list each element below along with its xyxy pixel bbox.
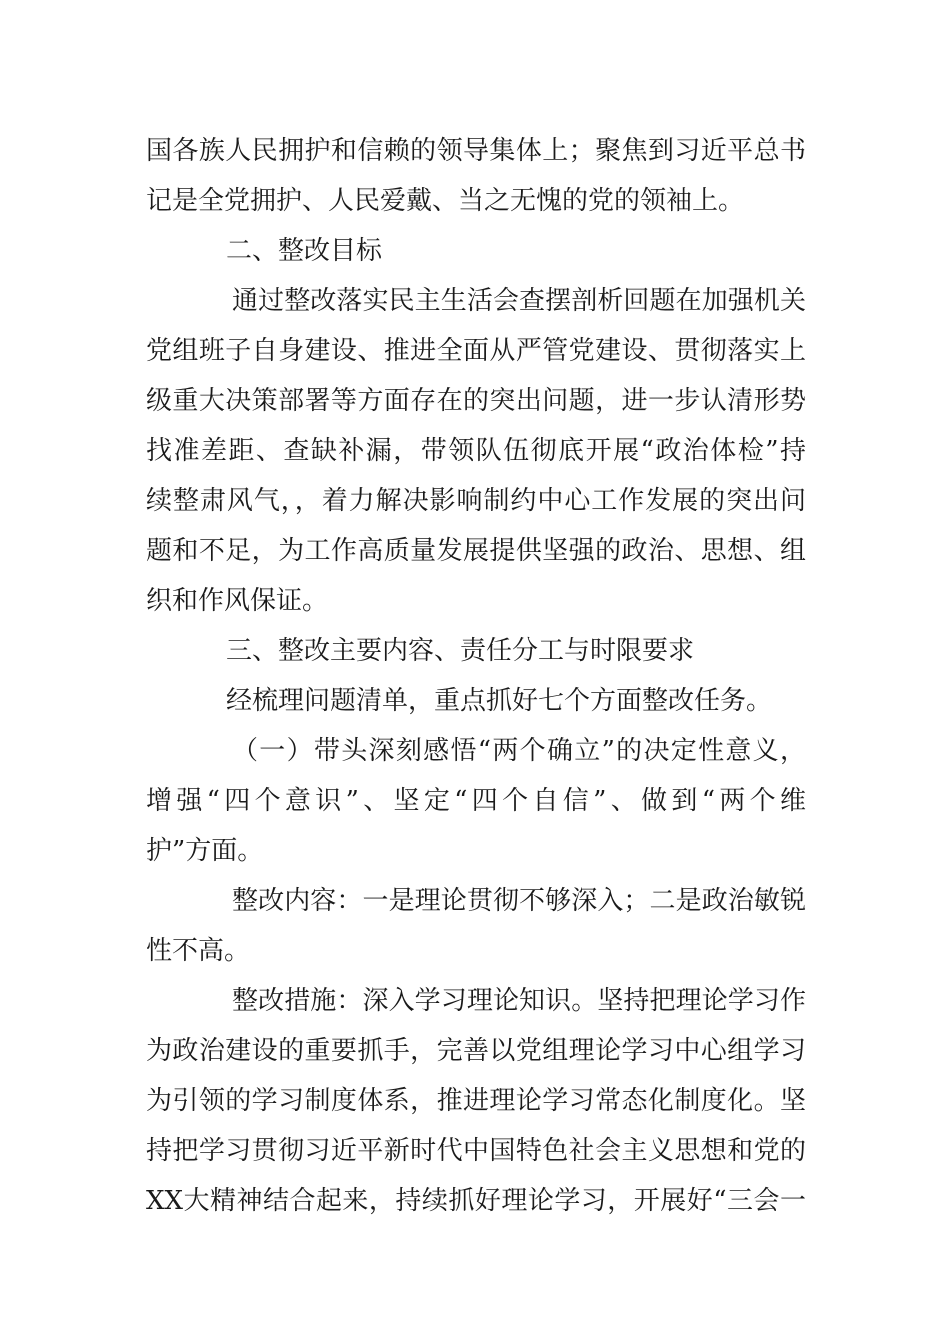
text-line: 整改内容：一是理论贯彻不够深入；二是政治敏锐 xyxy=(232,886,806,916)
text-line: 题和不足，为工作高质量发展提供坚强的政治、思想、组 xyxy=(146,536,806,566)
text-line: 通过整改落实民主生活会查摆剖析回题在加强机关 xyxy=(232,286,806,316)
text-line: 为引领的学习制度体系，推进理论学习常态化制度化。坚 xyxy=(146,1086,806,1116)
text-line: 国各族人民拥护和信赖的领导集体上；聚焦到习近平总书 xyxy=(146,136,806,166)
text-line: 级重大决策部署等方面存在的突出问题，进一步认清形势 xyxy=(146,386,806,416)
text-line: 增强“四个意识”、坚定“四个自信”、做到“两个维 xyxy=(146,786,806,816)
text-line: 整改措施：深入学习理论知识。坚持把理论学习作 xyxy=(232,986,806,1016)
text-line: 织和作风保证。 xyxy=(146,586,329,616)
text-line: 性不高。 xyxy=(146,936,251,966)
text-line: 护”方面。 xyxy=(146,836,264,866)
section-heading: 三、整改主要内容、责任分工与时限要求 xyxy=(226,636,695,666)
text-line: 续整肃风气，，着力解决影响制约中心工作发展的突出问 xyxy=(146,486,806,516)
text-line: 找准差距、查缺补漏，带领队伍彻底开展“政治体检”持 xyxy=(146,436,806,466)
text-line: 党组班子自身建设、推进全面从严管党建设、贯彻落实上 xyxy=(146,336,806,366)
text-line: 持把学习贯彻习近平新时代中国特色社会主义思想和党的 xyxy=(146,1136,806,1166)
text-line: 记是全党拥护、人民爱戴、当之无愧的党的领袖上。 xyxy=(146,186,745,216)
section-heading: 二、整改目标 xyxy=(226,236,383,266)
text-line: 为政治建设的重要抓手，完善以党组理论学习中心组学习 xyxy=(146,1036,806,1066)
subsection-heading: （一）带头深刻感悟“两个确立”的决定性意义， xyxy=(232,736,806,766)
text-line: 经梳理问题清单，重点抓好七个方面整改任务。 xyxy=(226,686,773,716)
text-line: XX大精神结合起来，持续抓好理论学习，开展好“三会一 xyxy=(146,1186,806,1216)
